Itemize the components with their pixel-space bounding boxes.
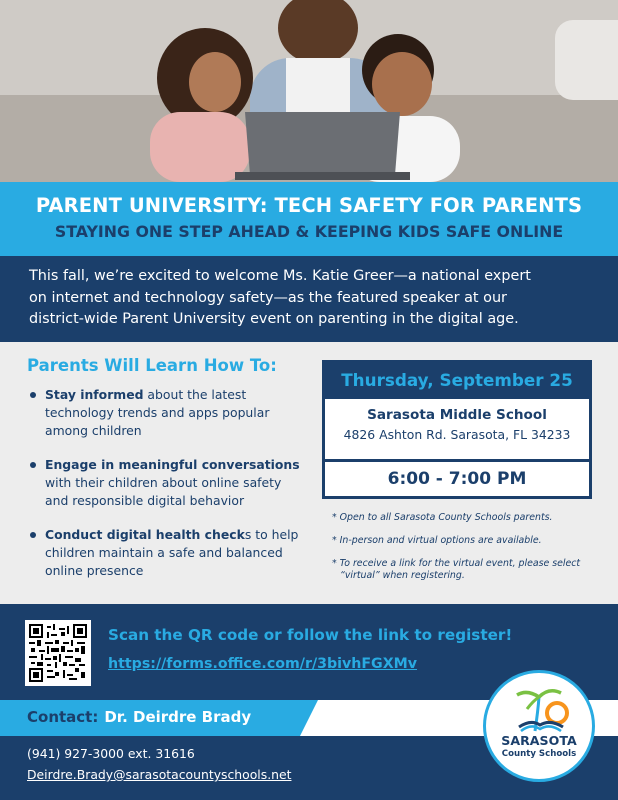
event-info-box (322, 360, 592, 499)
bullet-text: online presence (45, 563, 144, 578)
intro-line: on internet and technology safety—as the featured speaker at our (29, 289, 507, 306)
learn-list (30, 386, 320, 596)
bullet-bold: Engage in meaningful conversations (45, 457, 300, 472)
bullet-text: with their children about online safety (45, 475, 282, 490)
note-item: * To receive a link for the virtual event, please select “virtual” when registering. (332, 558, 581, 581)
bullet-text: and responsible digital behavior (45, 493, 245, 508)
logo-subtitle: County Schools (501, 749, 577, 759)
venue-address: 4826 Ashton Rd. Sarasota, FL 34233 (343, 427, 571, 442)
intro-line: district-wide Parent University event on parenting in the digital age. (29, 311, 519, 327)
contact-name: Dr. Deirdre Brady (104, 708, 252, 726)
note-item: * Open to all Sarasota County Schools parents. (332, 512, 553, 523)
bullet-text: s to help (244, 527, 299, 542)
note-item: * In-person and virtual options are available. (332, 535, 542, 546)
page-title: PARENT UNIVERSITY: TECH SAFETY FOR PARENTS (35, 194, 583, 217)
hero-photo (0, 0, 618, 182)
bullet-bold: Conduct digital health check (45, 527, 245, 542)
palm-tree-book-icon (505, 687, 575, 733)
bullet-text: technology trends and apps popular (45, 405, 270, 420)
contact-label: Contact: (27, 708, 99, 726)
event-venue (325, 399, 589, 462)
school-district-logo (483, 670, 595, 782)
contact-phone: (941) 927-3000 ext. 31616 (27, 746, 195, 761)
list-item (30, 526, 320, 580)
qr-code[interactable] (25, 620, 91, 686)
register-link[interactable]: https://forms.office.com/r/3bivhFGXMv (108, 656, 418, 672)
bullet-text: children maintain a safe and balanced (45, 545, 283, 560)
title-banner (0, 182, 618, 256)
event-time: 6:00 - 7:00 PM (387, 469, 527, 489)
event-notes (332, 512, 602, 593)
details-section (0, 342, 618, 604)
logo-name: SARASOTA (501, 733, 577, 748)
intro-paragraph (0, 256, 618, 342)
bullet-text: among children (45, 423, 142, 438)
event-date: Thursday, September 25 (325, 363, 589, 399)
contact-email-link[interactable]: Deirdre.Brady@sarasotacountyschools.net (27, 767, 292, 782)
bullet-bold: Stay informed (45, 387, 144, 402)
page-subtitle: STAYING ONE STEP AHEAD & KEEPING KIDS SAFE ONLINE (54, 222, 564, 241)
register-instructions: Scan the QR code or follow the link to register! (108, 626, 513, 644)
learn-heading: Parents Will Learn How To: (27, 356, 277, 375)
qr-code-icon (29, 624, 87, 682)
contact-heading (27, 708, 251, 726)
bullet-text: about the latest (143, 387, 247, 402)
venue-name: Sarasota Middle School (367, 407, 547, 423)
intro-line: This fall, we’re excited to welcome Ms. Katie Greer—a national expert (29, 268, 531, 284)
family-laptop-illustration (0, 0, 618, 182)
list-item (30, 386, 320, 440)
list-item (30, 456, 320, 510)
